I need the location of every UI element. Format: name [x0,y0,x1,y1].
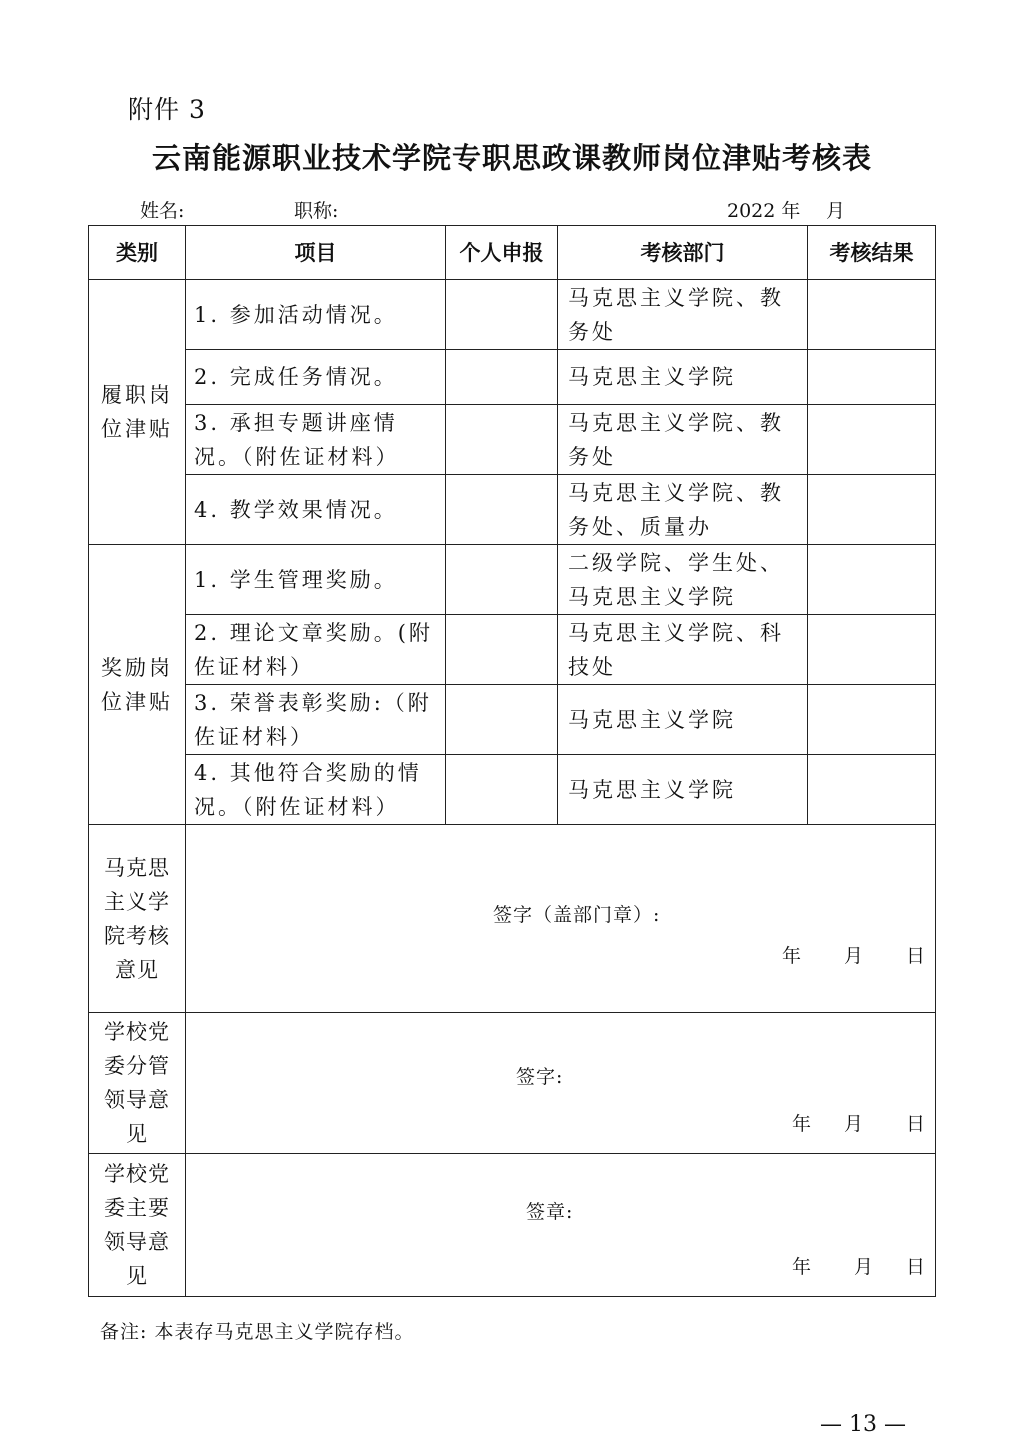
item-cell: 4. 其他符合奖励的情况。（附佐证材料） [186,755,446,825]
item-cell: 1. 参加活动情况。 [186,280,446,350]
table-row [89,615,936,685]
department-cell: 马克思主义学院、教务处 [558,280,808,350]
item-cell: 2. 理论文章奖励。(附佐证材料） [186,615,446,685]
name-field-label: 姓名: [140,200,185,222]
category-cell: 履职岗位津贴 [89,280,186,545]
opinion-label: 学校党委主要领导意见 [89,1154,186,1297]
header-item: 项目 [186,226,446,280]
table-row [89,350,936,405]
opinion-area[interactable] [186,1013,936,1154]
opinion-row [89,825,936,1013]
signature-label: 签字: [516,1066,564,1088]
department-cell: 马克思主义学院 [558,755,808,825]
result-cell[interactable] [808,405,936,475]
self-report-cell[interactable] [446,615,558,685]
header-department: 考核部门 [558,226,808,280]
date-line: 年 月 日 [782,945,926,967]
self-report-cell[interactable] [446,755,558,825]
table-row [89,405,936,475]
opinion-label: 马克思主义学院考核意见 [89,825,186,1013]
opinion-row [89,1013,936,1154]
document-title: 云南能源职业技术学院专职思政课教师岗位津贴考核表 [151,141,872,175]
item-cell: 4. 教学效果情况。 [186,475,446,545]
department-cell: 马克思主义学院 [558,350,808,405]
self-report-cell[interactable] [446,475,558,545]
result-cell[interactable] [808,615,936,685]
item-cell: 1. 学生管理奖励。 [186,545,446,615]
table-row [89,475,936,545]
table-row [89,685,936,755]
result-cell[interactable] [808,280,936,350]
attachment-label: 附件 3 [128,95,206,124]
table-row [89,545,936,615]
date-line: 年 月 日 [792,1113,926,1135]
department-cell: 马克思主义学院、教务处、质量办 [558,475,808,545]
table-header-row [89,226,936,280]
result-cell[interactable] [808,475,936,545]
self-report-cell[interactable] [446,405,558,475]
result-cell[interactable] [808,755,936,825]
header-result: 考核结果 [808,226,936,280]
self-report-cell[interactable] [446,280,558,350]
signature-label: 签章: [526,1201,574,1223]
department-cell: 二级学院、学生处、马克思主义学院 [558,545,808,615]
department-cell: 马克思主义学院、教务处 [558,405,808,475]
item-cell: 3. 承担专题讲座情况。（附佐证材料） [186,405,446,475]
month-label: 月 [826,200,846,222]
self-report-cell[interactable] [446,685,558,755]
department-cell: 马克思主义学院 [558,685,808,755]
result-cell[interactable] [808,685,936,755]
header-category: 类别 [89,226,186,280]
result-cell[interactable] [808,350,936,405]
result-cell[interactable] [808,545,936,615]
assessment-table [88,225,936,1297]
table-row [89,755,936,825]
opinion-area[interactable] [186,1154,936,1297]
table-row [89,280,936,350]
opinion-area[interactable] [186,825,936,1013]
category-cell: 奖励岗位津贴 [89,545,186,825]
year-label: 2022 年 [727,200,801,222]
title-field-label: 职称: [294,200,339,222]
footnote: 备注: 本表存马克思主义学院存档。 [100,1321,415,1343]
date-line: 年 月 日 [792,1256,926,1278]
opinion-row [89,1154,936,1297]
header-self-report: 个人申报 [446,226,558,280]
department-cell: 马克思主义学院、科技处 [558,615,808,685]
item-cell: 3. 荣誉表彰奖励:（附佐证材料） [186,685,446,755]
signature-label: 签字（盖部门章）: [493,903,661,926]
self-report-cell[interactable] [446,350,558,405]
opinion-label: 学校党委分管领导意见 [89,1013,186,1154]
item-cell: 2. 完成任务情况。 [186,350,446,405]
self-report-cell[interactable] [446,545,558,615]
page-number: — 13 — [820,1412,906,1437]
